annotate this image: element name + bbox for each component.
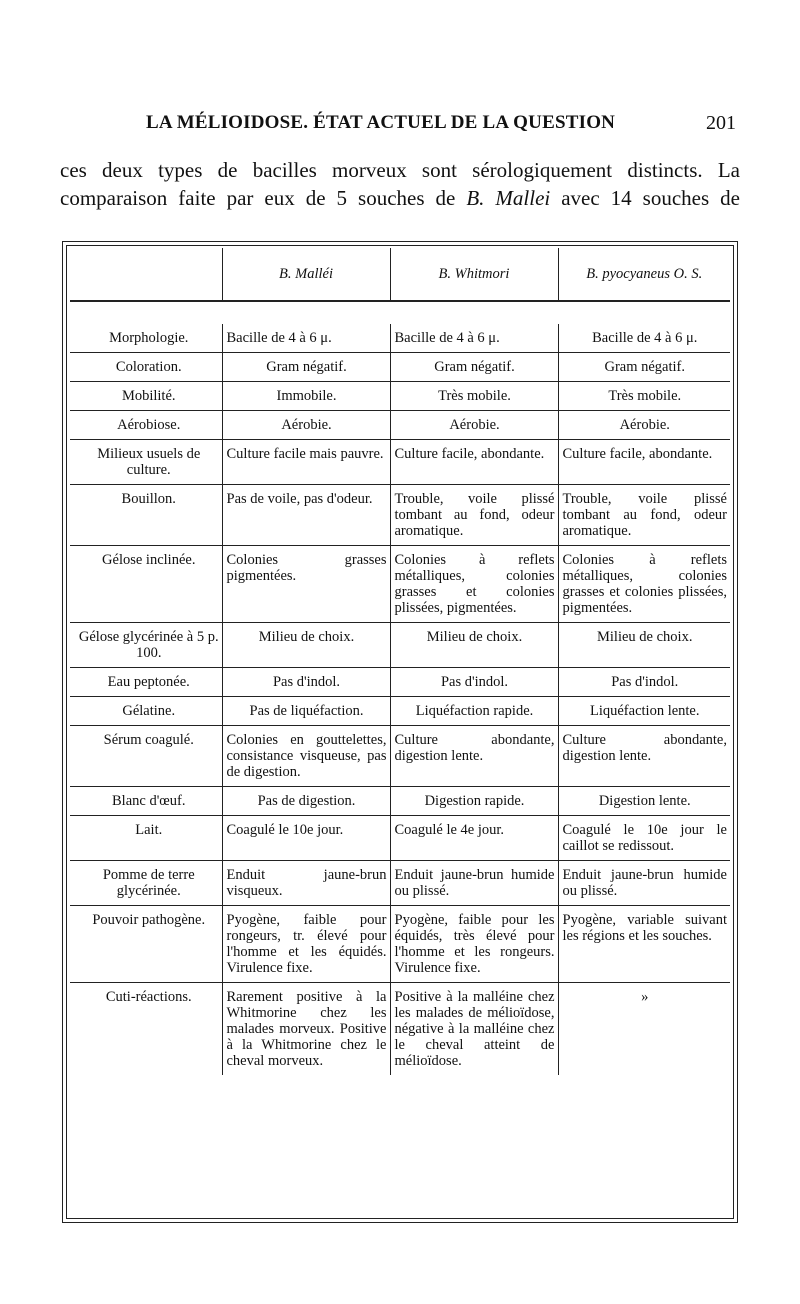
cell-pyocyaneus: » — [558, 983, 730, 1076]
cell-mallei: Rarement positive à la Whitmorine chez les malades morveux. Positive à la Whitmorine chez le cheval morveux. — [222, 983, 390, 1076]
cell-pyocyaneus: Digestion lente. — [558, 787, 730, 816]
cell-whitmori: Gram négatif. — [390, 353, 558, 382]
column-header: B. pyocyaneus O. S. — [558, 248, 730, 301]
table-row — [70, 726, 730, 787]
row-label: Sérum coagulé. — [70, 726, 222, 787]
row-label: Cuti-réactions. — [70, 983, 222, 1076]
cell-mallei: Pas d'indol. — [222, 668, 390, 697]
cell-whitmori: Culture abondante, digestion lente. — [390, 726, 558, 787]
cell-mallei: Milieu de choix. — [222, 623, 390, 668]
cell-mallei: Colonies grasses pigmentées. — [222, 546, 390, 623]
table-row — [70, 697, 730, 726]
comparison-table — [70, 248, 730, 1075]
cell-whitmori: Culture facile, abondante. — [390, 440, 558, 485]
table-row — [70, 623, 730, 668]
running-title: LA MÉLIOIDOSE. ÉTAT ACTUEL DE LA QUESTION — [146, 112, 616, 133]
table-row — [70, 324, 730, 353]
row-label: Milieux usuels de culture. — [70, 440, 222, 485]
cell-whitmori: Pas d'indol. — [390, 668, 558, 697]
row-label: Coloration. — [70, 353, 222, 382]
cell-whitmori: Positive à la malléine chez les malades de mélioïdose, négative à la malléine chez le cheval atteint de mélioïdose. — [390, 983, 558, 1076]
cell-pyocyaneus: Très mobile. — [558, 382, 730, 411]
cell-whitmori: Trouble, voile plissé tombant au fond, odeur aromatique. — [390, 485, 558, 546]
cell-whitmori: Très mobile. — [390, 382, 558, 411]
cell-mallei: Bacille de 4 à 6 μ. — [222, 324, 390, 353]
row-label: Gélose inclinée. — [70, 546, 222, 623]
table-header-row — [70, 248, 730, 301]
cell-pyocyaneus: Gram négatif. — [558, 353, 730, 382]
cell-mallei: Gram négatif. — [222, 353, 390, 382]
table-row — [70, 787, 730, 816]
cell-whitmori: Bacille de 4 à 6 μ. — [390, 324, 558, 353]
cell-whitmori: Digestion rapide. — [390, 787, 558, 816]
cell-mallei: Culture facile mais pauvre. — [222, 440, 390, 485]
cell-mallei: Coagulé le 10e jour. — [222, 816, 390, 861]
cell-pyocyaneus: Colonies à reflets métalliques, colonies grasses et colonies plissées, pigmentées. — [558, 546, 730, 623]
row-label: Morphologie. — [109, 330, 189, 346]
row-label: Bouillon. — [70, 485, 222, 546]
cell-mallei: Pas de voile, pas d'odeur. — [222, 485, 390, 546]
species-name: B. Mallei — [466, 186, 551, 210]
intro-line-2 — [60, 184, 740, 212]
row-label: Mobilité. — [70, 382, 222, 411]
row-label: Aérobiose. — [70, 411, 222, 440]
cell-pyocyaneus: Milieu de choix. — [558, 623, 730, 668]
cell-pyocyaneus: Enduit jaune-brun humide ou plissé. — [558, 861, 730, 906]
row-label: Blanc d'œuf. — [70, 787, 222, 816]
table-row — [70, 485, 730, 546]
cell-whitmori: Enduit jaune-brun humide ou plissé. — [390, 861, 558, 906]
page-number: 201 — [706, 112, 736, 134]
cell-mallei: Pas de digestion. — [222, 787, 390, 816]
running-header — [60, 112, 740, 142]
row-label: Eau peptonée. — [70, 668, 222, 697]
intro-line-2-end: avec 14 souches de — [550, 186, 740, 210]
cell-whitmori: Liquéfaction rapide. — [390, 697, 558, 726]
cell-pyocyaneus: Bacille de 4 à 6 μ. — [558, 324, 730, 353]
table-row — [70, 411, 730, 440]
cell-whitmori: Colonies à reflets métalliques, colonies grasses et colonies plissées, pigmentées. — [390, 546, 558, 623]
cell-pyocyaneus: Coagulé le 10e jour le caillot se redissout. — [558, 816, 730, 861]
cell-pyocyaneus: Pas d'indol. — [558, 668, 730, 697]
row-label: Lait. — [70, 816, 222, 861]
intro-line-2-start: comparaison faite par eux de 5 souches de — [60, 186, 467, 210]
cell-whitmori: Coagulé le 4e jour. — [390, 816, 558, 861]
intro-paragraph — [60, 156, 740, 212]
intro-line-1: ces deux types de bacilles morveux sont sérologiquement distincts. La — [60, 158, 740, 182]
table-row — [70, 440, 730, 485]
table-row — [70, 353, 730, 382]
column-header: B. Malléi — [222, 248, 390, 301]
column-header — [70, 248, 222, 301]
table-row — [70, 546, 730, 623]
table-row — [70, 906, 730, 983]
column-header: B. Whitmori — [390, 248, 558, 301]
row-label: Gélose glycérinée à 5 p. 100. — [70, 623, 222, 668]
cell-mallei: Pas de liquéfaction. — [222, 697, 390, 726]
table-row — [70, 382, 730, 411]
table-row — [70, 816, 730, 861]
cell-pyocyaneus: Pyogène, variable suivant les régions et les souches. — [558, 906, 730, 983]
cell-whitmori: Pyogène, faible pour les équidés, très élevé pour l'homme et les rongeurs. Virulence fixe. — [390, 906, 558, 983]
table-row — [70, 668, 730, 697]
cell-pyocyaneus: Culture abondante, digestion lente. — [558, 726, 730, 787]
cell-mallei: Colonies en gouttelettes, consistance visqueuse, pas de digestion. — [222, 726, 390, 787]
table-row — [70, 983, 730, 1076]
cell-mallei: Enduit jaune-brun visqueux. — [222, 861, 390, 906]
cell-whitmori: Milieu de choix. — [390, 623, 558, 668]
cell-pyocyaneus: Liquéfaction lente. — [558, 697, 730, 726]
cell-mallei: Aérobie. — [222, 411, 390, 440]
row-label: Gélatine. — [70, 697, 222, 726]
table-row — [70, 861, 730, 906]
cell-whitmori: Aérobie. — [390, 411, 558, 440]
row-label: Pouvoir pathogène. — [70, 906, 222, 983]
row-label: Pomme de terre glycérinée. — [70, 861, 222, 906]
cell-pyocyaneus: Aérobie. — [558, 411, 730, 440]
cell-mallei: Immobile. — [222, 382, 390, 411]
cell-pyocyaneus: Culture facile, abondante. — [558, 440, 730, 485]
cell-mallei: Pyogène, faible pour rongeurs, tr. élevé pour l'homme et les équidés. Virulence fixe. — [222, 906, 390, 983]
cell-pyocyaneus: Trouble, voile plissé tombant au fond, odeur aromatique. — [558, 485, 730, 546]
